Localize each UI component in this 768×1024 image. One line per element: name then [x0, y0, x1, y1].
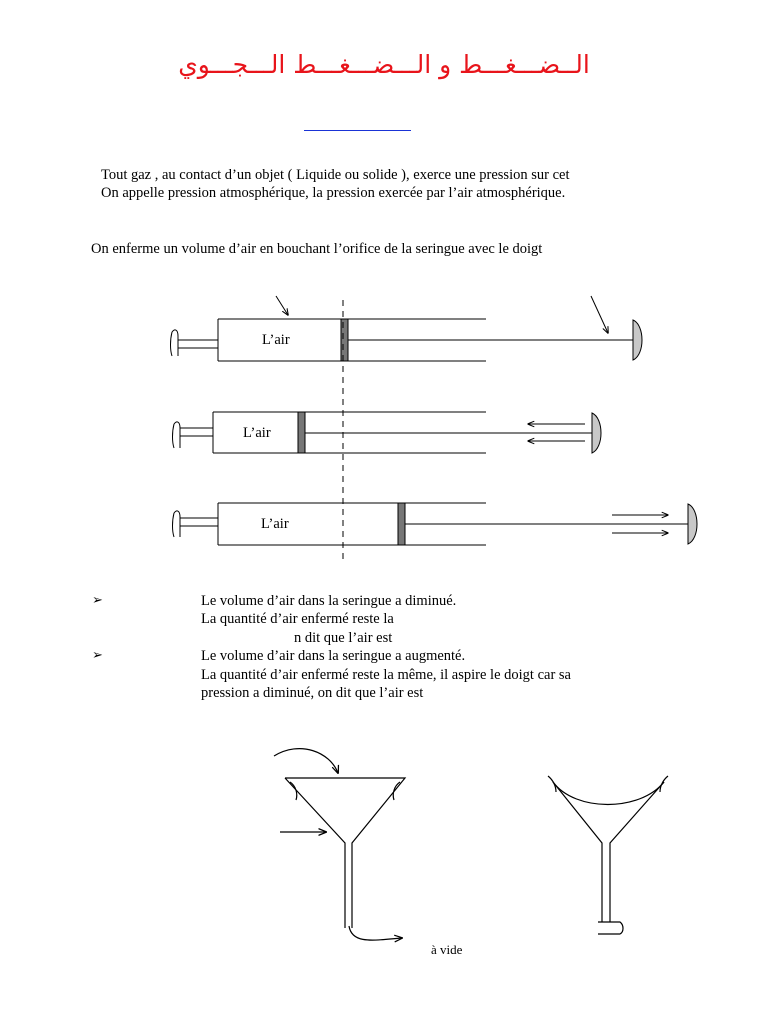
finger-icon: [173, 422, 181, 448]
experiment-description: On enferme un volume d’air en bouchant l’orifice de la seringue avec le doigt: [91, 241, 543, 257]
observation-1-line-2: La quantité d’air enfermé reste la: [201, 611, 394, 627]
finger-icon: [598, 922, 623, 934]
page-title: الــضـــغـــط و الـــضـــغـــط الـــجـــوي: [178, 50, 590, 79]
plunger-handle: [688, 504, 697, 544]
observation-2-line-3: pression a diminué, on dit que l’air est: [201, 685, 424, 701]
syringe-1-label: L’air: [262, 332, 290, 348]
membrane-edge: [660, 776, 668, 792]
syringe-2: [173, 412, 602, 453]
intro-line-1: Tout gaz , au contact d’un objet ( Liquide ou solide ), exerce une pression sur cet: [101, 167, 570, 183]
membrane-edge: [548, 776, 556, 792]
pointer-arrow: [591, 296, 608, 333]
finger-icon: [173, 511, 181, 537]
pointer-arrow: [276, 296, 288, 315]
suction-arrow: [349, 926, 402, 940]
pressure-arrow: [274, 749, 338, 773]
bullet-icon: ➢: [92, 648, 103, 663]
syringe-2-label: L’air: [243, 425, 271, 441]
observation-1-line-3: n dit que l’air est: [294, 630, 393, 646]
observation-2-line-1: Le volume d’air dans la seringue a augmenté.: [201, 648, 466, 664]
intro-line-2: On appelle pression atmosphérique, la pression exercée par l’air atmosphérique.: [101, 185, 566, 201]
piston: [341, 319, 348, 361]
syringe-3-label: L’air: [261, 516, 289, 532]
funnel-right: [548, 776, 668, 934]
piston: [298, 412, 305, 453]
syringe-1: [171, 296, 643, 361]
piston: [398, 503, 405, 545]
finger-icon: [171, 330, 179, 356]
funnel-caption: à vide: [431, 942, 463, 957]
observation-2-line-2: La quantité d’air enfermé reste la même, il aspire le doigt car sa: [201, 667, 571, 683]
plunger-handle: [592, 413, 601, 453]
syringe-3: [173, 503, 698, 545]
funnel-left: [274, 749, 405, 940]
observation-1-line-1: Le volume d’air dans la seringue a diminué.: [201, 593, 457, 609]
plunger-handle: [633, 320, 642, 360]
bullet-icon: ➢: [92, 593, 103, 608]
